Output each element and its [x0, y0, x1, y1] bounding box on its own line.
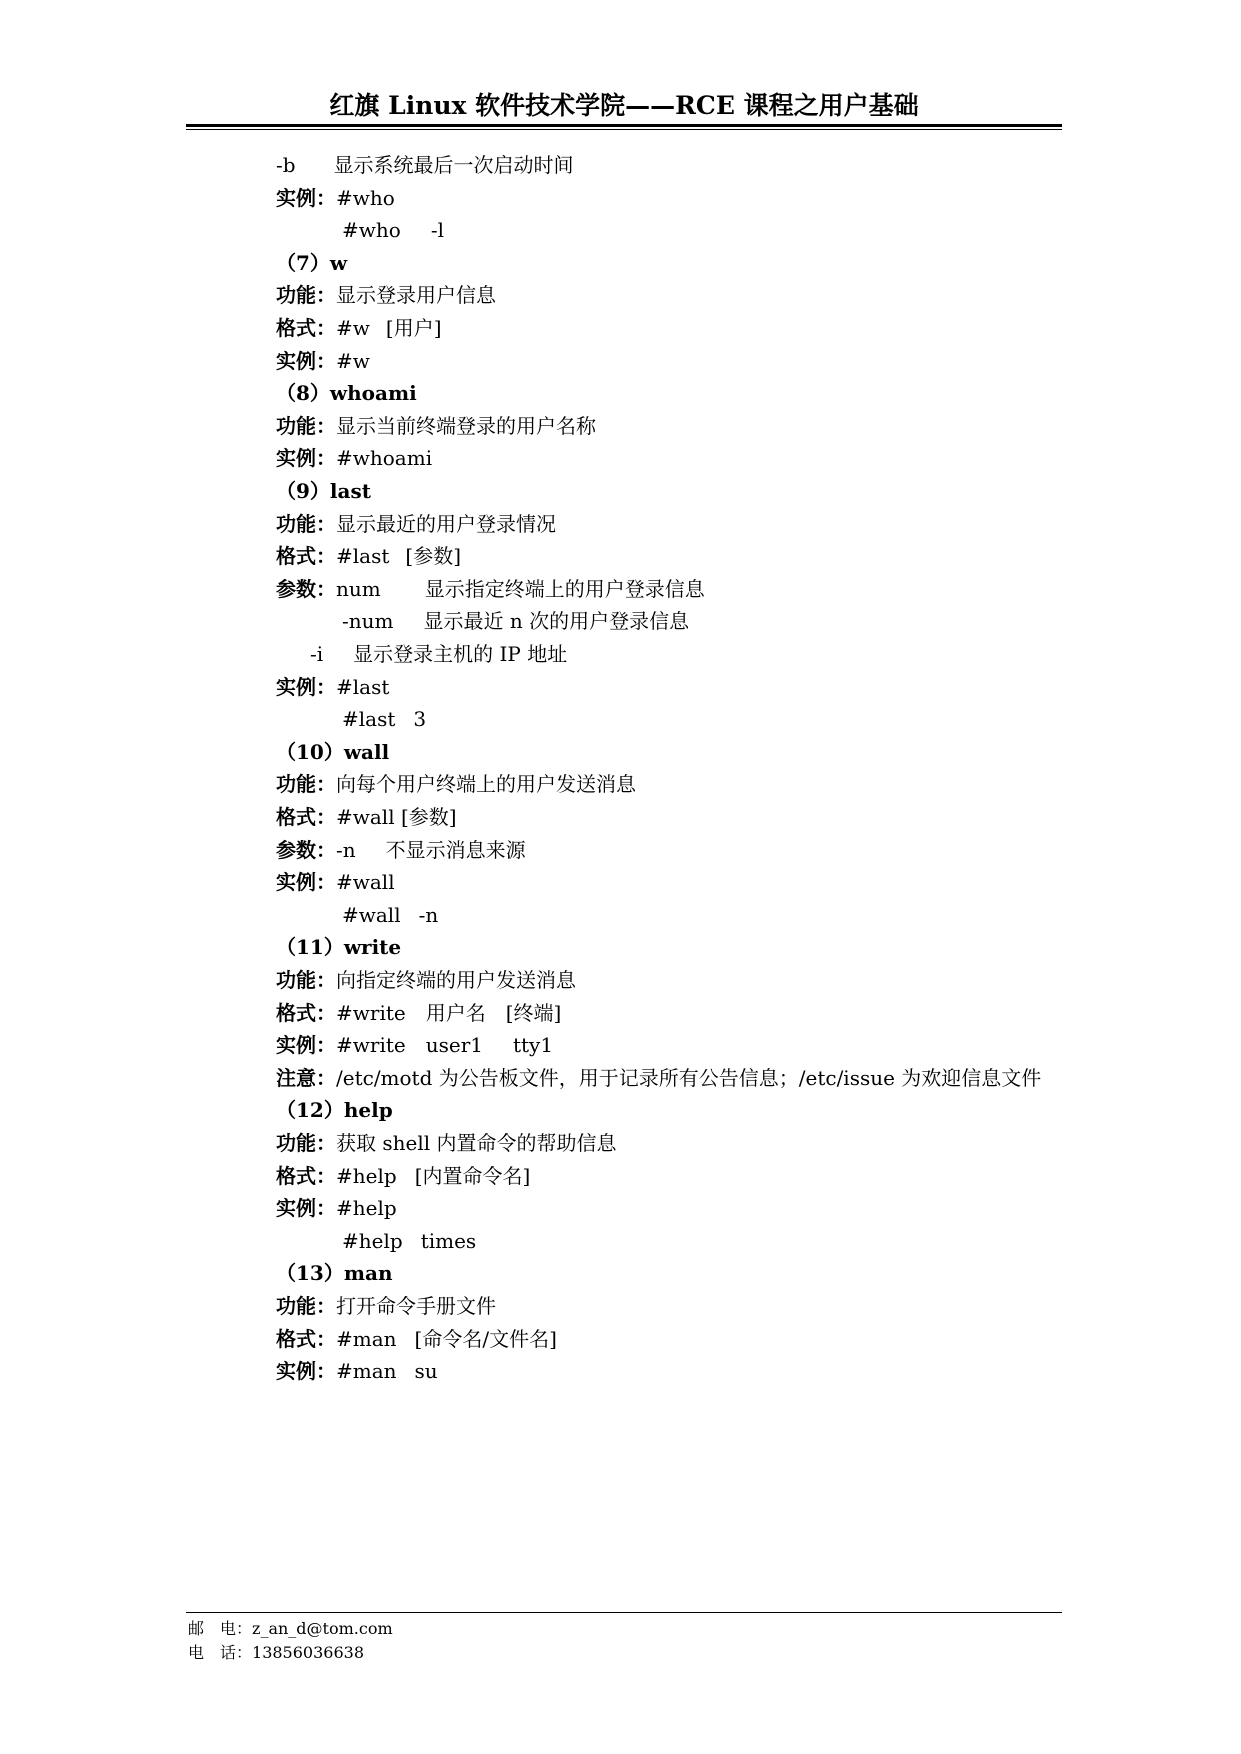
line-text: #who — [342, 218, 401, 242]
line-label: 格式： — [276, 316, 336, 340]
text-line — [276, 445, 432, 471]
line-text: #w — [336, 349, 370, 373]
line-text: 显示登录用户信息 — [336, 283, 496, 307]
line-label: 实例： — [276, 349, 336, 373]
line-text: #last — [342, 707, 396, 731]
text-line — [276, 543, 461, 569]
line-text: #w — [336, 316, 370, 340]
text-line — [276, 1000, 561, 1026]
line-text: 3 — [413, 707, 427, 731]
text-line — [276, 1065, 1041, 1091]
line-label: 功能： — [276, 772, 336, 796]
line-text: num — [336, 577, 381, 601]
line-text: #last — [336, 544, 390, 568]
text-line — [276, 282, 496, 308]
text-line — [276, 934, 401, 960]
text-line — [276, 739, 389, 765]
line-text: -l — [430, 218, 444, 242]
line-text: 显示指定终端上的用户登录信息 — [424, 577, 705, 601]
text-line — [276, 1195, 397, 1221]
line-label: 功能： — [276, 968, 336, 992]
page-header-title: 红旗 Linux 软件技术学院——RCE 课程之用户基础 — [329, 91, 919, 120]
footer-phone: 13856036638 — [252, 1643, 364, 1662]
line-text: 向指定终端的用户发送消息 — [336, 968, 576, 992]
line-label: 格式： — [276, 805, 336, 829]
line-text: #wall — [342, 903, 401, 927]
line-text: #wall [参数] — [336, 805, 457, 829]
line-text: #who — [336, 186, 395, 210]
line-label: 功能： — [276, 283, 336, 307]
text-line — [276, 576, 705, 602]
text-line — [342, 608, 689, 634]
line-label: （10）wall — [276, 740, 390, 764]
line-text: #help — [342, 1229, 403, 1253]
line-text: -num — [342, 609, 394, 633]
line-text: #man — [336, 1359, 397, 1383]
line-label: 格式： — [276, 1001, 336, 1025]
text-line — [276, 478, 371, 504]
text-line — [276, 185, 395, 211]
line-text: times — [420, 1229, 477, 1253]
footer-rule — [186, 1612, 1062, 1613]
line-label: 参数： — [276, 577, 336, 601]
line-text: [命令名/文件名] — [414, 1327, 557, 1351]
text-line — [276, 1032, 553, 1058]
line-text: -b — [276, 153, 296, 177]
line-label: （12）help — [276, 1098, 393, 1122]
line-label: 实例： — [276, 186, 336, 210]
header-rule-thick — [186, 124, 1062, 127]
text-line — [276, 967, 576, 993]
text-line — [276, 1260, 393, 1286]
line-text: #man — [336, 1327, 397, 1351]
line-label: 参数： — [276, 838, 336, 862]
header-rule-thin — [186, 129, 1062, 130]
line-text: 显示登录主机的 IP 地址 — [353, 642, 568, 666]
line-text: 向每个用户终端上的用户发送消息 — [336, 772, 636, 796]
line-text: -i — [310, 642, 324, 666]
line-label: 功能： — [276, 1131, 336, 1155]
line-label: 实例： — [276, 675, 336, 699]
line-text: #write — [336, 1001, 406, 1025]
text-line — [342, 902, 438, 928]
line-text: 显示系统最后一次启动时间 — [333, 153, 574, 177]
text-line — [276, 1130, 617, 1156]
text-line — [276, 413, 596, 439]
text-line — [276, 380, 417, 406]
text-line — [276, 250, 347, 276]
line-text: -n — [418, 903, 439, 927]
text-line — [276, 511, 556, 537]
line-text: 不显示消息来源 — [385, 838, 526, 862]
text-line — [276, 771, 636, 797]
line-label: 实例： — [276, 446, 336, 470]
line-text: 显示最近 n 次的用户登录信息 — [423, 609, 690, 633]
line-label: 格式： — [276, 1164, 336, 1188]
line-text: 打开命令手册文件 — [336, 1294, 496, 1318]
text-line — [276, 674, 389, 700]
text-line — [310, 641, 567, 667]
text-line — [276, 1293, 496, 1319]
line-label: 实例： — [276, 1033, 336, 1057]
footer-email: z_an_d@tom.com — [252, 1619, 393, 1638]
footer-email-label: 邮 电： — [188, 1619, 253, 1638]
text-line — [276, 1163, 530, 1189]
line-text: #help — [336, 1196, 397, 1220]
text-line — [276, 1326, 557, 1352]
line-label: 注意： — [276, 1066, 336, 1090]
line-label: 实例： — [276, 1359, 336, 1383]
line-label: （11）write — [276, 935, 402, 959]
line-text: 获取 shell 内置命令的帮助信息 — [336, 1131, 617, 1155]
line-text: [终端] — [505, 1001, 562, 1025]
line-text: tty1 — [512, 1033, 554, 1057]
line-text: #wall — [336, 870, 395, 894]
line-label: 功能： — [276, 414, 336, 438]
text-line — [276, 1358, 438, 1384]
line-label: （8）whoami — [276, 381, 417, 405]
footer-phone-line — [188, 1642, 364, 1664]
footer-email-line — [188, 1618, 393, 1640]
line-text: 显示当前终端登录的用户名称 — [336, 414, 596, 438]
line-text: 用户名 — [425, 1001, 486, 1025]
text-line — [276, 152, 574, 178]
line-label: （9）last — [276, 479, 371, 503]
line-label: （13）man — [276, 1261, 393, 1285]
line-text: su — [414, 1359, 438, 1383]
text-line — [342, 706, 426, 732]
line-label: 实例： — [276, 1196, 336, 1220]
line-label: 功能： — [276, 1294, 336, 1318]
footer-phone-label: 电 话： — [188, 1643, 253, 1662]
line-text: [内置命令名] — [414, 1164, 531, 1188]
line-text: -n — [336, 838, 356, 862]
text-line — [276, 1097, 393, 1123]
text-line — [276, 804, 457, 830]
line-text: user1 — [425, 1033, 483, 1057]
text-line — [276, 837, 526, 863]
line-label: 格式： — [276, 1327, 336, 1351]
text-line — [342, 217, 444, 243]
text-line — [276, 315, 442, 341]
line-text: [参数] — [405, 544, 461, 568]
line-label: 功能： — [276, 512, 336, 536]
line-text: 显示最近的用户登录情况 — [336, 512, 556, 536]
line-label: 实例： — [276, 870, 336, 894]
line-label: 格式： — [276, 544, 336, 568]
line-text: #write — [336, 1033, 406, 1057]
line-text: #help — [336, 1164, 397, 1188]
text-line — [276, 348, 370, 374]
text-line — [276, 869, 395, 895]
text-line — [342, 1228, 476, 1254]
line-text: #whoami — [336, 446, 433, 470]
line-text: [用户] — [385, 316, 442, 340]
line-text: #last — [336, 675, 390, 699]
line-label: （7）w — [276, 251, 348, 275]
line-text: /etc/motd 为公告板文件，用于记录所有公告信息；/etc/issue 为欢迎信息文件 — [336, 1066, 1042, 1090]
